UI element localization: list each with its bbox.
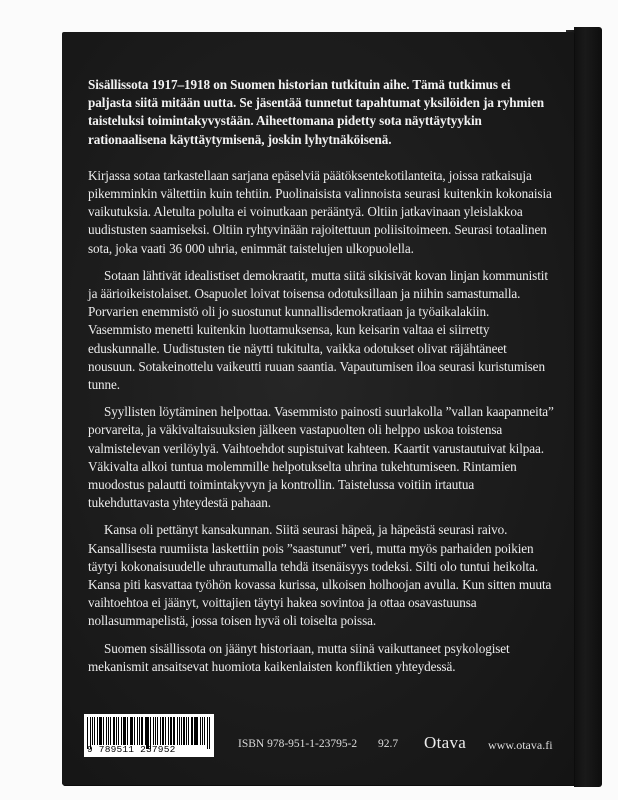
barcode-bar xyxy=(177,717,178,745)
barcode-bar xyxy=(157,717,158,745)
publisher-name: Otava xyxy=(424,733,467,752)
barcode-bar xyxy=(183,717,185,745)
barcode-bar xyxy=(191,717,193,745)
barcode-bar xyxy=(145,717,146,745)
blurb-text xyxy=(88,76,554,685)
barcode-bar xyxy=(92,717,94,745)
barcode-bar xyxy=(186,717,187,745)
body-paragraph: Kirjassa sotaa tarkastellaan sarjana epäselviä päätöksentekotilanteita, joissa ratkaisuja pikemminkin vältettiin kuin tehtiin. Puolinaisista valinnoista seurasi kuitenkin kokonaisia vaikutuksia. Aletulta polulta ei voinutkaan perääntyä. Oltiin jatkavinaan yleislakkoa uudistusten saamiseksi. Oltiin ryhtyvinään rajoitettuun poliisitoimeen. Seurasi totaalinen sota, joka vaati 36 000 uhria, enimmät taistelujen ulkopuolella. xyxy=(88,167,552,256)
lead-paragraph: Sisällissota 1917–1918 on Suomen historian tutkituin aihe. Tämä tutkimus ei paljasta siitä mitään uutta. Se jäsentää tunnetut tapahtumat yksilöiden ja ryhmien taisteluksi toimintakyvystään. Aiheettomana pidetty sota näyttäytyykin rationaalisena käyttäytymisenä, joskin lyhytnäköisenä. xyxy=(88,77,544,147)
barcode-bar xyxy=(108,717,109,745)
barcode-bar xyxy=(162,717,164,745)
barcode-bar xyxy=(134,717,135,745)
barcode-bar xyxy=(207,717,208,749)
barcode-bar xyxy=(188,717,189,745)
barcode-bar xyxy=(155,717,157,745)
barcode-bar xyxy=(160,717,161,745)
barcode-bar xyxy=(94,717,95,745)
barcode-bar xyxy=(204,717,206,745)
barcode-bar xyxy=(131,717,133,745)
body-paragraph: Suomen sisällissota on jäänyt historiaan, mutta siinä vaikuttaneet psykologiset mekanismit ansaitsevat huomiota kaikenlaisten konfliktien yhteydessä. xyxy=(88,640,510,674)
isbn-text: ISBN 978-951-1-23795-2 xyxy=(238,738,358,750)
book-spine xyxy=(574,27,602,787)
barcode-bar xyxy=(121,717,122,745)
barcode-bar xyxy=(106,717,108,745)
barcode-bar xyxy=(110,717,111,745)
body-paragraph: Sotaan lähtivät idealistiset demokraatit, mutta siitä sikisivät kovan linjan kommunistit ja äärioikeistolaiset. Osapuolet loivat toisensa odotuksillaan ja niihin samastumalla. Porvarien enemmistö oli jo suostunut kunnallisdemokratiaan ja työaikalakiin. Vasemmisto menetti kuitenkin luottamuksensa, kun keisarin valtaa ei siirretty eduskunnalle. Uudistusten tie näytti tukitulta, vaikka odotukset olivat räjähtäneet nousuun. Sotakeinottelu vaikeutti ruuan saantia. Vapautumisen iloa seurasi kuristumisen tunne. xyxy=(88,267,548,393)
barcode-bar xyxy=(137,717,138,745)
barcode-bar xyxy=(170,717,173,745)
barcode-bar xyxy=(113,717,115,745)
barcode-bar xyxy=(103,717,104,745)
barcode-bar xyxy=(118,717,119,745)
barcode-bar xyxy=(173,717,175,745)
body-paragraph: Kansa oli pettänyt kansakunnan. Siitä seurasi häpeä, ja häpeästä seurasi raivo. Kansallisesta ruumiista laskettiin pois ”saastunut” veri, mutta myös parhaiden poikien täytyi kokonaisuudelle uhrautumalla tehdä itsenäisyys todeksi. Silti olo tuntui heikolta. Kansa piti kasvattaa työhön kovassa kurissa, ulkoisen holhoojan avulla. Kun sitten muuta vaihtoehtoa ei jäänyt, voittajien täytyi hakea sovintoa ja ottaa osavastuunsa nollasummapelistä, jossa toisen hyvä oli toiselta poissa. xyxy=(88,522,552,629)
barcode-bar xyxy=(181,717,182,745)
barcode-bar xyxy=(97,717,98,745)
price-code: 92.7 xyxy=(378,738,399,750)
publisher-website: www.otava.fi xyxy=(488,738,553,752)
barcode-bar xyxy=(168,717,169,745)
barcode-bar xyxy=(153,717,154,745)
barcode-bar xyxy=(200,717,201,745)
barcode-bar xyxy=(179,717,180,745)
body-paragraph: Syyllisten löytäminen helpottaa. Vasemmisto painosti suurlakolla ”vallan kaapanneita” porvareita, ja väkivaltaisuuksien jälkeen vastapuolten oli helppo uskoa toistensa valmistelevan verilöylyä. Vaihtoehdot supistuivat kahteen. Kaartit varustautuivat kilpaa. Väkivalta alkoi tuntua molemmille helpotukselta uhrina tukehtumiseen. Rintamien muodostus palautti toimintakyvyn ja kontrollin. Taistelussa voitiin irtautua tukehduttavasta yhteydestä pahaan. xyxy=(88,404,554,511)
barcode-bar xyxy=(116,717,118,745)
barcode xyxy=(84,714,214,757)
barcode-bars xyxy=(87,717,211,747)
barcode-bar xyxy=(139,717,140,745)
barcode-bar xyxy=(141,717,143,745)
barcode-bar xyxy=(195,717,198,745)
barcode-bar xyxy=(194,717,195,745)
barcode-bar xyxy=(130,717,131,745)
barcode-bar xyxy=(127,717,128,745)
barcode-bar xyxy=(209,717,210,749)
barcode-bar xyxy=(99,717,102,745)
barcode-bar xyxy=(202,717,203,745)
barcode-number: 9 789511 237952 xyxy=(87,744,176,755)
barcode-bar xyxy=(123,717,126,745)
barcode-bar xyxy=(165,717,166,745)
